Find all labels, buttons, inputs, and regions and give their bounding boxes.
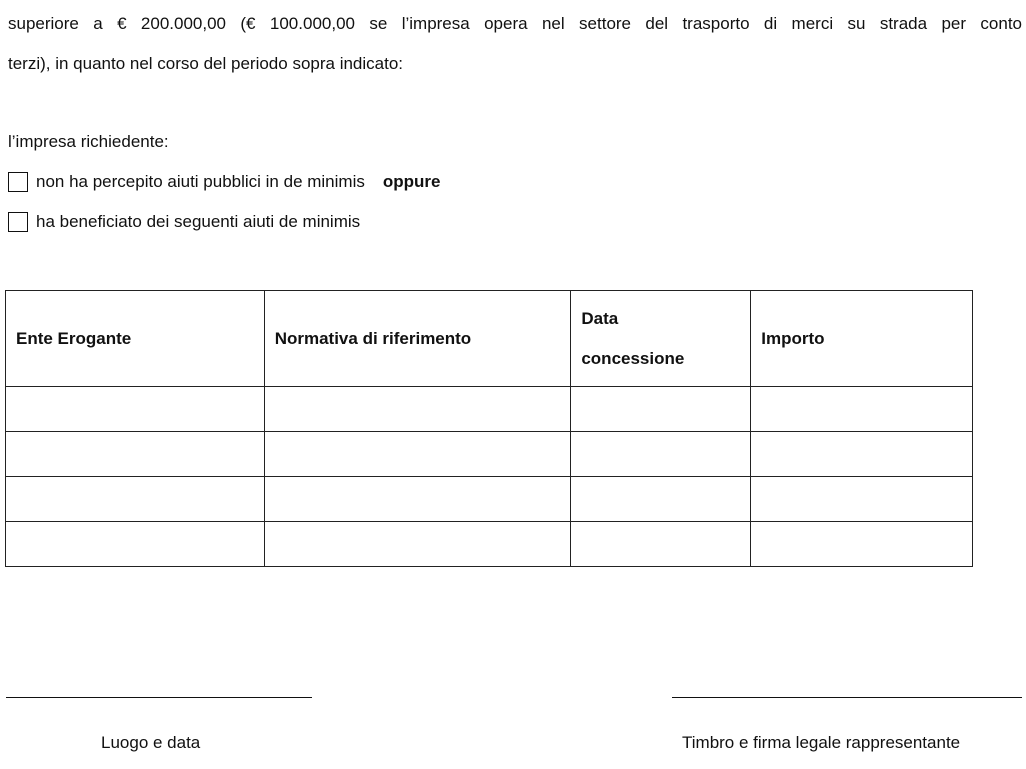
table-cell[interactable] <box>264 432 571 477</box>
applicant-label: l’impresa richiedente: <box>8 132 169 151</box>
header-ente-erogante: Ente Erogante <box>6 291 265 387</box>
table-cell[interactable] <box>751 522 973 567</box>
table-row <box>6 522 973 567</box>
header-importo: Importo <box>751 291 973 387</box>
table-cell[interactable] <box>571 522 751 567</box>
option-or-label: oppure <box>382 172 441 191</box>
option-received-label: ha beneficiato dei seguenti aiuti de minimis <box>36 212 361 231</box>
table-cell[interactable] <box>571 432 751 477</box>
table-cell[interactable] <box>571 387 751 432</box>
table-row <box>6 432 973 477</box>
table-cell[interactable] <box>571 477 751 522</box>
place-date-label: Luogo e data <box>101 733 201 752</box>
option-received[interactable] <box>8 212 360 232</box>
table-row <box>6 387 973 432</box>
header-data-concessione <box>571 291 751 387</box>
aid-table <box>5 290 973 567</box>
table-cell[interactable] <box>264 477 571 522</box>
stamp-signature-line[interactable] <box>672 697 1022 698</box>
option-not-received[interactable] <box>8 172 440 192</box>
table-cell[interactable] <box>264 387 571 432</box>
table-cell[interactable] <box>6 432 265 477</box>
stamp-signature-label: Timbro e firma legale rappresentante <box>682 733 961 752</box>
table-cell[interactable] <box>751 432 973 477</box>
checkbox-not-received[interactable] <box>8 172 28 192</box>
checkbox-received[interactable] <box>8 212 28 232</box>
header-data-line-1: Data <box>581 308 619 328</box>
table-cell[interactable] <box>751 387 973 432</box>
intro-line-2: terzi), in quanto nel corso del periodo sopra indicato: <box>8 54 404 73</box>
place-date-signature-line[interactable] <box>6 697 312 698</box>
header-normativa: Normativa di riferimento <box>264 291 571 387</box>
header-data-line-2: concessione <box>581 348 685 368</box>
table-cell[interactable] <box>6 522 265 567</box>
table-cell[interactable] <box>6 387 265 432</box>
option-not-received-label: non ha percepito aiuti pubblici in de minimis <box>36 172 365 191</box>
table-cell[interactable] <box>264 522 571 567</box>
intro-paragraph <box>8 4 1022 84</box>
table-cell[interactable] <box>751 477 973 522</box>
table-cell[interactable] <box>6 477 265 522</box>
table-header-row <box>6 291 973 387</box>
table-row <box>6 477 973 522</box>
intro-line-1: superiore a € 200.000,00 (€ 100.000,00 se l’impresa opera nel settore del trasporto di merci su strada per conto <box>8 14 1022 33</box>
